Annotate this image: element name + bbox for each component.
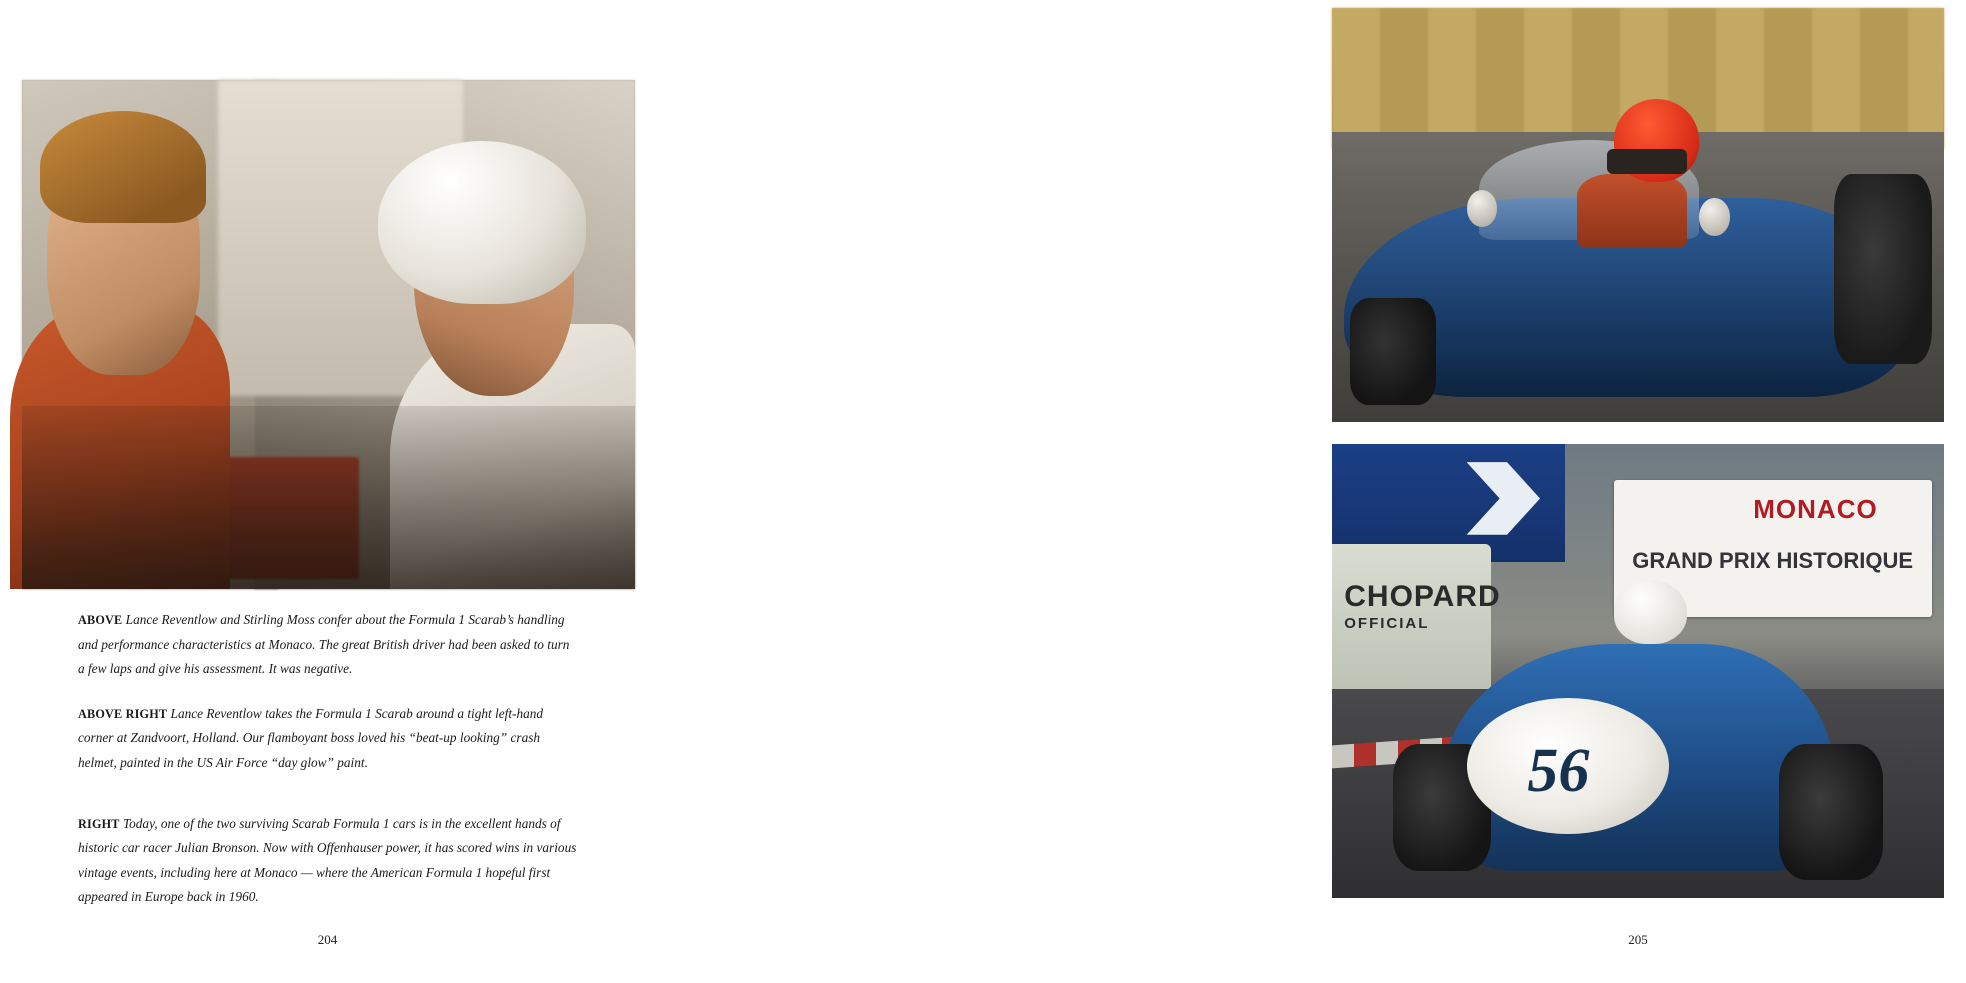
photo-left-hair [40,111,206,223]
caption-block [78,608,578,930]
photo-reventlow-moss [22,80,635,589]
photo-white-helmet [378,141,586,304]
photo-driver-overalls [1577,174,1687,249]
right-page [655,0,1914,983]
page-number-right: 205 [1628,932,1648,947]
photo-white-crash-helmet [1614,580,1687,644]
caption-above [78,608,578,682]
caption-right-lead: RIGHT [78,816,120,831]
caption-above-right-text: Lance Reventlow takes the Formula 1 Scarab around a tight left-hand corner at Zandvoort, Holland. Our flamboyant boss loved his “beat-up looking” crash helmet, painted in the US Air Force “day glow” paint. [78,705,544,770]
caption-above-right [78,702,578,776]
caption-right [78,812,578,910]
sign-chopard-line1: CHOPARD [1344,580,1501,614]
caption-right-text: Today, one of the two surviving Scarab Formula 1 cars is in the excellent hands of historic car racer Julian Bronson. Now with Offenhauser power, it has scored wins in various vintage events, including here at Monaco — where the American Formula 1 hopeful first appeared in Europe back in 1960. [78,815,577,905]
photo-scarab-monaco [1332,444,1944,898]
car-number: 56 [1527,737,1590,806]
photo-shadow-overlay [22,406,635,589]
photo-rear-wheel [1834,174,1932,364]
photo-mirror-right [1699,198,1730,235]
photo-front-wheel [1350,298,1436,406]
left-page [0,0,655,983]
caption-above-lead: ABOVE [78,613,123,627]
sign-chopard-line2: OFFICIAL [1344,614,1430,632]
photo-front-right-tyre [1779,744,1883,880]
caption-above-right-lead: ABOVE RIGHT [78,706,168,721]
sign-monaco-title: MONACO [1753,493,1878,524]
photo-scarab-zandvoort [1332,8,1944,422]
sign-chopard [1344,580,1503,632]
photo-goggles [1607,149,1687,174]
page-number-left: 204 [317,932,338,947]
caption-above-text: Lance Reventlow and Stirling Moss confer about the Formula 1 Scarab’s handling and performance characteristics at Monaco. The great British driver had been asked to turn a few laps and give his assessment. It was negative. [78,612,570,677]
sign-monaco-subtitle: GRAND PRIX HISTORIQUE [1632,548,1914,574]
